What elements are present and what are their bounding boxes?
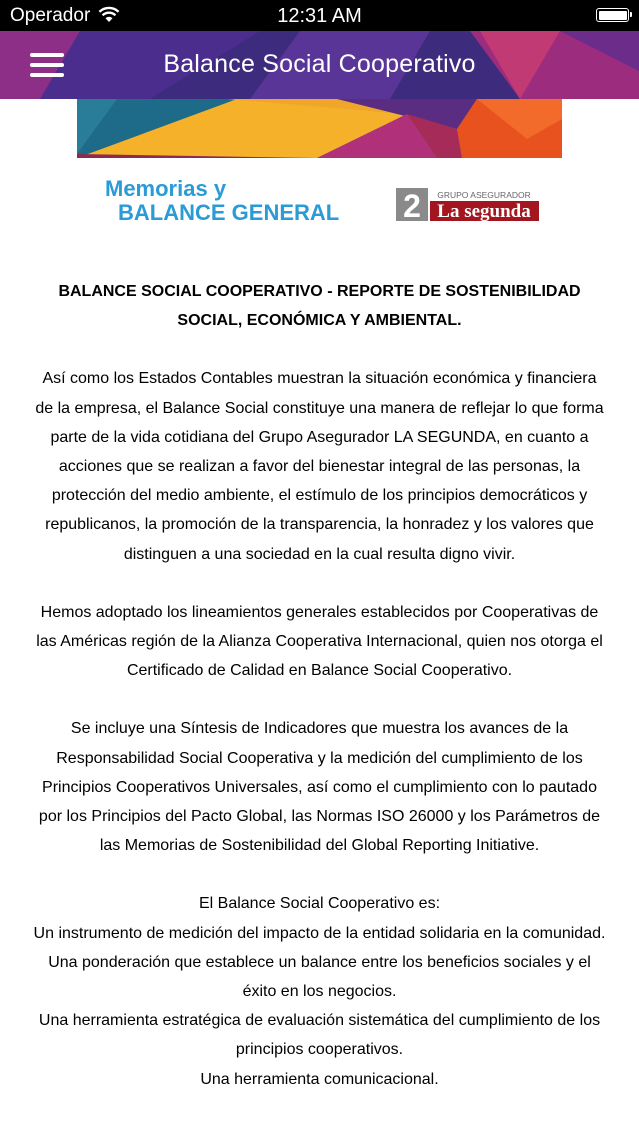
paragraph-lineamientos bbox=[14, 598, 625, 686]
text-line: distinguen a una sociedad en la cual resulta digno vivir. bbox=[123, 545, 516, 563]
heading-line: SOCIAL, ECONÓMICA Y AMBIENTAL. bbox=[177, 312, 462, 330]
text-line: Certificado de Calidad en Balance Social Cooperativo. bbox=[126, 662, 513, 680]
text-line: las Memorias de Sostenibilidad del Global Reporting Initiative. bbox=[99, 837, 540, 855]
text-line: acciones que se realizan a favor del bienestar integral de las personas, la bbox=[58, 458, 581, 476]
paragraph-definicion bbox=[14, 889, 625, 1093]
text-line: Una ponderación que establece un balance entre los beneficios sociales y el bbox=[48, 953, 591, 971]
article-content bbox=[14, 277, 625, 1094]
brand-number: 2 bbox=[403, 188, 421, 221]
article-heading bbox=[14, 277, 625, 335]
text-line: Principios Cooperativos Universales, así como el cumplimiento con lo pautado bbox=[42, 778, 597, 796]
paragraph-intro bbox=[14, 364, 625, 568]
navigation-bar bbox=[0, 31, 639, 99]
page-title: Balance Social Cooperativo bbox=[163, 50, 476, 78]
logo-line-2: BALANCE GENERAL bbox=[118, 200, 340, 225]
heading-line: BALANCE SOCIAL COOPERATIVO - REPORTE DE SOSTENIBILIDAD bbox=[58, 283, 581, 300]
text-line: de la empresa, el Balance Social constituye una manera de reflejar lo que forma bbox=[35, 399, 604, 417]
text-line: parte de la vida cotidiana del Grupo Asegurador LA SEGUNDA, en cuanto a bbox=[50, 428, 589, 446]
memorias-balance-logo bbox=[105, 177, 339, 225]
brand-small-label: GRUPO ASEGURADOR bbox=[437, 190, 531, 200]
text-line: Se incluye una Síntesis de Indicadores que muestra los avances de la bbox=[70, 720, 569, 738]
banner-graphic bbox=[77, 99, 562, 158]
text-line: por los Principios del Pacto Global, las Normas ISO 26000 y los Parámetros de bbox=[38, 808, 601, 826]
text-line: Una herramienta comunicacional. bbox=[200, 1070, 439, 1088]
text-line: las Américas región de la Alianza Cooperativa Internacional, quien nos otorga el bbox=[36, 633, 603, 651]
battery-icon bbox=[596, 8, 629, 22]
text-line: Hemos adoptado los lineamientos generales establecidos por Cooperativas de bbox=[40, 603, 599, 621]
text-line: Así como los Estados Contables muestran la situación económica y financiera bbox=[42, 370, 597, 388]
text-line: Responsabilidad Social Cooperativa y la medición del cumplimiento de los bbox=[56, 749, 583, 767]
text-line: republicanos, la promoción de la transparencia, la honradez y los valores que bbox=[45, 516, 594, 534]
text-line: El Balance Social Cooperativo es: bbox=[198, 895, 441, 913]
text-line: principios cooperativos. bbox=[235, 1041, 404, 1059]
la-segunda-logo bbox=[396, 188, 539, 221]
text-line: éxito en los negocios. bbox=[242, 983, 397, 1001]
paragraph-indicadores bbox=[14, 714, 625, 860]
text-line: protección del medio ambiente, el estímulo de los principios democráticos y bbox=[51, 487, 588, 505]
brand-name: La segunda bbox=[437, 201, 531, 221]
logo-line-1: Memorias y bbox=[105, 176, 227, 201]
clock: 12:31 AM bbox=[277, 5, 362, 27]
carrier-label: Operador bbox=[10, 5, 91, 26]
text-line: Una herramienta estratégica de evaluación sistemática del cumplimiento de los bbox=[38, 1012, 601, 1030]
status-bar bbox=[0, 0, 639, 31]
text-line: Un instrumento de medición del impacto de la entidad solidaria en la comunidad. bbox=[33, 924, 606, 942]
